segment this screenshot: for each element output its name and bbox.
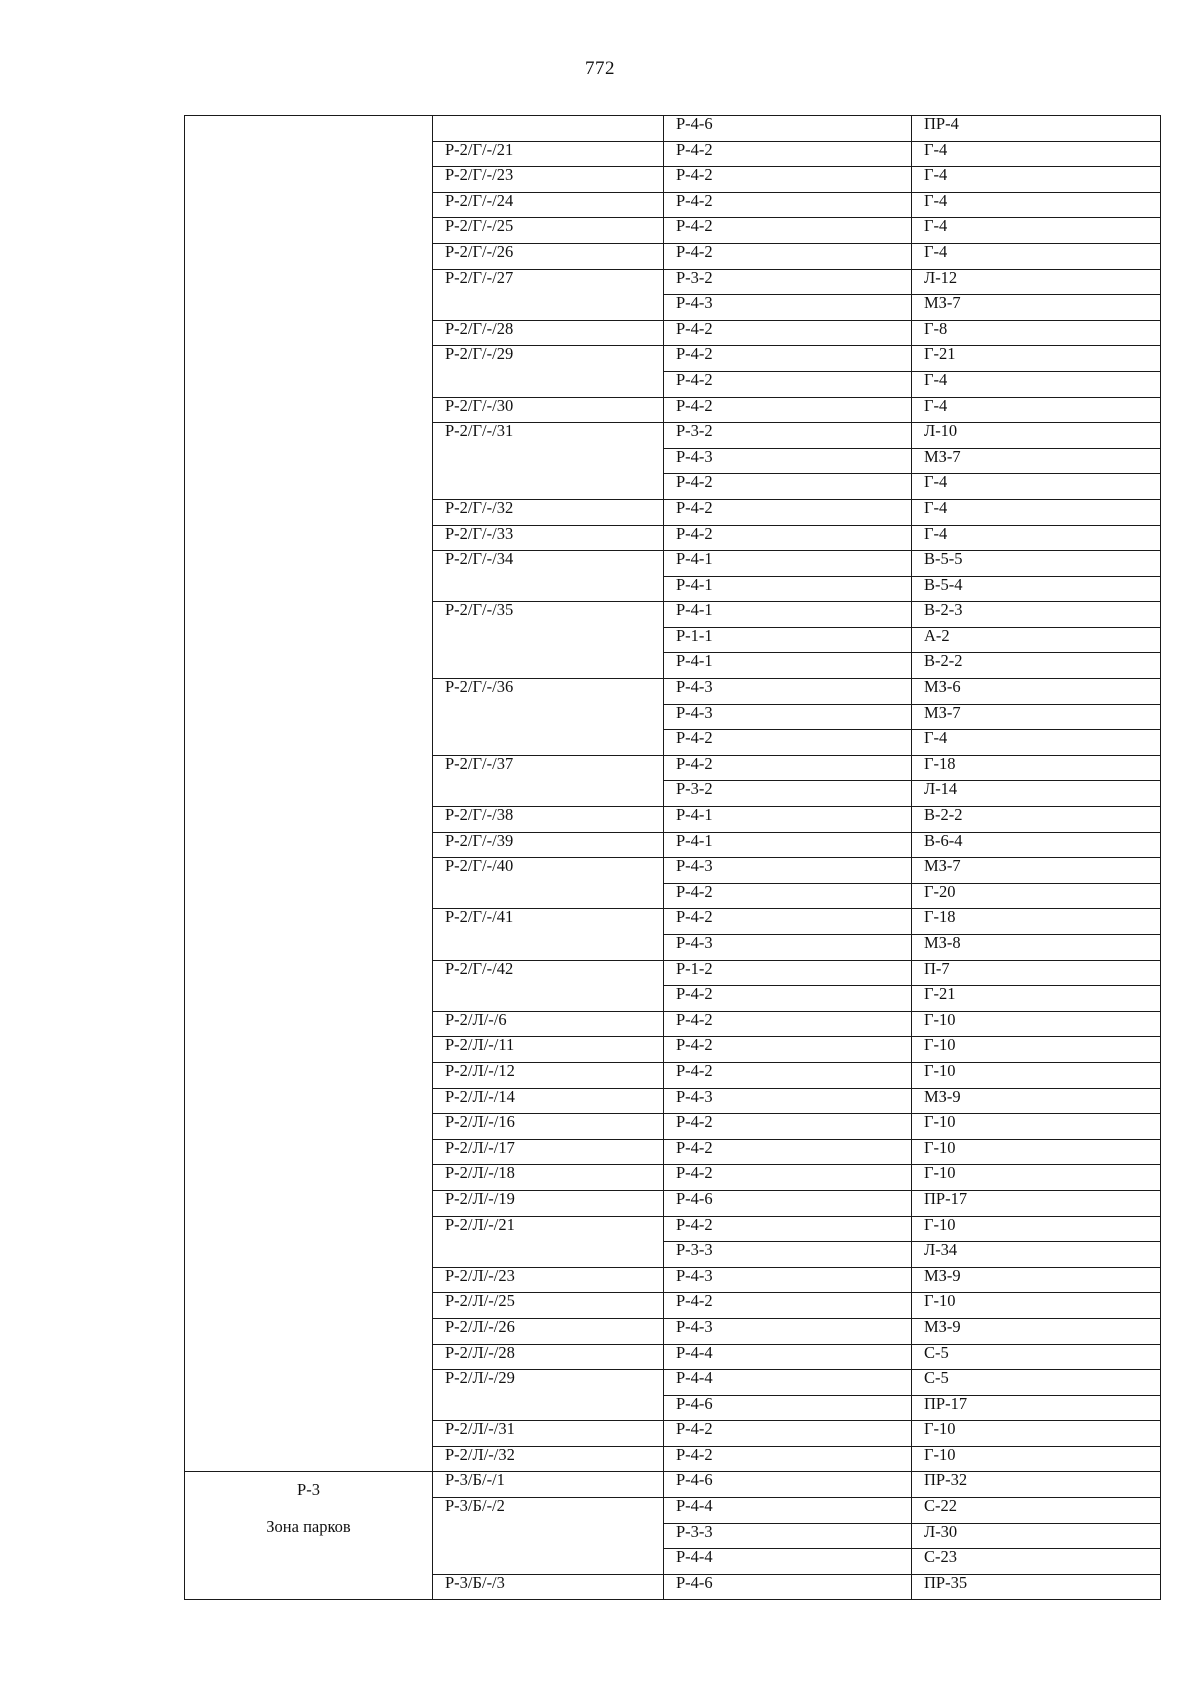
zone-type-cell: МЗ-8	[912, 935, 1161, 961]
zones-table-body	[185, 116, 1161, 1600]
subzone-code-cell: Р-2/Л/-/11	[433, 1037, 664, 1063]
zone-type-cell: МЗ-9	[912, 1267, 1161, 1293]
restriction-code-cell: Р-4-2	[664, 141, 912, 167]
restriction-code-cell: Р-4-2	[664, 1216, 912, 1242]
restriction-code-cell: Р-4-3	[664, 679, 912, 705]
restriction-code-cell: Р-4-6	[664, 1472, 912, 1498]
restriction-code-cell: Р-4-2	[664, 1165, 912, 1191]
restriction-code-cell: Р-4-4	[664, 1344, 912, 1370]
zone-cell	[185, 1472, 433, 1600]
zone-type-cell: Г-4	[912, 474, 1161, 500]
restriction-code-cell: Р-4-3	[664, 858, 912, 884]
zone-type-cell: С-22	[912, 1498, 1161, 1524]
subzone-code-cell	[433, 116, 664, 142]
zone-type-cell: МЗ-7	[912, 295, 1161, 321]
zone-type-cell: ПР-17	[912, 1190, 1161, 1216]
zone-type-cell: Г-4	[912, 167, 1161, 193]
restriction-code-cell: Р-4-3	[664, 1088, 912, 1114]
restriction-code-cell: Р-4-1	[664, 653, 912, 679]
subzone-code-cell: Р-2/Л/-/6	[433, 1011, 664, 1037]
zone-type-cell: Г-4	[912, 397, 1161, 423]
zone-type-cell: С-23	[912, 1549, 1161, 1575]
restriction-code-cell: Р-3-2	[664, 269, 912, 295]
zone-type-cell: Г-20	[912, 883, 1161, 909]
restriction-code-cell: Р-4-2	[664, 346, 912, 372]
restriction-code-cell: Р-4-3	[664, 935, 912, 961]
restriction-code-cell: Р-4-2	[664, 883, 912, 909]
table-row	[185, 116, 1161, 142]
zone-type-cell: Г-4	[912, 192, 1161, 218]
subzone-code-cell: Р-2/Г/-/24	[433, 192, 664, 218]
page-number: 772	[585, 58, 615, 79]
zone-type-cell: Г-4	[912, 243, 1161, 269]
restriction-code-cell: Р-4-6	[664, 1190, 912, 1216]
restriction-code-cell: Р-4-4	[664, 1498, 912, 1524]
restriction-code-cell: Р-4-2	[664, 1293, 912, 1319]
subzone-code-cell: Р-2/Г/-/26	[433, 243, 664, 269]
zone-type-cell: В-2-3	[912, 602, 1161, 628]
table-row	[185, 1472, 1161, 1498]
subzone-code-cell: Р-2/Л/-/31	[433, 1421, 664, 1447]
subzone-code-cell: Р-2/Г/-/29	[433, 346, 664, 397]
subzone-code-cell: Р-2/Л/-/29	[433, 1370, 664, 1421]
subzone-code-cell: Р-2/Л/-/12	[433, 1062, 664, 1088]
subzone-code-cell: Р-2/Г/-/40	[433, 858, 664, 909]
zone-type-cell: Г-10	[912, 1139, 1161, 1165]
restriction-code-cell: Р-4-2	[664, 1139, 912, 1165]
zone-type-cell: ПР-32	[912, 1472, 1161, 1498]
subzone-code-cell: Р-2/Л/-/14	[433, 1088, 664, 1114]
subzone-code-cell: Р-2/Л/-/26	[433, 1318, 664, 1344]
subzone-code-cell: Р-2/Л/-/21	[433, 1216, 664, 1267]
zone-type-cell: ПР-35	[912, 1574, 1161, 1600]
zone-type-cell: МЗ-9	[912, 1088, 1161, 1114]
restriction-code-cell: Р-3-2	[664, 423, 912, 449]
zone-type-cell: Г-10	[912, 1037, 1161, 1063]
restriction-code-cell: Р-4-2	[664, 192, 912, 218]
subzone-code-cell: Р-2/Г/-/36	[433, 679, 664, 756]
restriction-code-cell: Р-4-2	[664, 474, 912, 500]
subzone-code-cell: Р-2/Г/-/39	[433, 832, 664, 858]
zone-type-cell: Г-21	[912, 986, 1161, 1012]
restriction-code-cell: Р-4-4	[664, 1549, 912, 1575]
subzone-code-cell: Р-2/Л/-/23	[433, 1267, 664, 1293]
restriction-code-cell: Р-4-2	[664, 1114, 912, 1140]
subzone-code-cell: Р-2/Г/-/41	[433, 909, 664, 960]
restriction-code-cell: Р-4-3	[664, 1318, 912, 1344]
subzone-code-cell: Р-2/Г/-/25	[433, 218, 664, 244]
restriction-code-cell: Р-4-1	[664, 832, 912, 858]
zone-type-cell: ПР-17	[912, 1395, 1161, 1421]
restriction-code-cell: Р-4-6	[664, 1574, 912, 1600]
zone-type-cell: МЗ-7	[912, 704, 1161, 730]
zone-type-cell: Г-10	[912, 1062, 1161, 1088]
restriction-code-cell: Р-4-2	[664, 320, 912, 346]
restriction-code-cell: Р-4-4	[664, 1370, 912, 1396]
zone-type-cell: Г-10	[912, 1216, 1161, 1242]
subzone-code-cell: Р-3/Б/-/1	[433, 1472, 664, 1498]
subzone-code-cell: Р-2/Г/-/33	[433, 525, 664, 551]
restriction-code-cell: Р-4-2	[664, 1446, 912, 1472]
zone-type-cell: Г-4	[912, 218, 1161, 244]
zone-type-cell: Г-21	[912, 346, 1161, 372]
zone-type-cell: Г-10	[912, 1165, 1161, 1191]
zone-type-cell: Г-4	[912, 141, 1161, 167]
subzone-code-cell: Р-2/Г/-/38	[433, 807, 664, 833]
zone-type-cell: Г-10	[912, 1011, 1161, 1037]
restriction-code-cell: Р-1-1	[664, 627, 912, 653]
restriction-code-cell: Р-4-3	[664, 448, 912, 474]
restriction-code-cell: Р-4-2	[664, 1011, 912, 1037]
zone-type-cell: В-2-2	[912, 807, 1161, 833]
restriction-code-cell: Р-4-3	[664, 1267, 912, 1293]
restriction-code-cell: Р-3-3	[664, 1523, 912, 1549]
restriction-code-cell: Р-4-2	[664, 218, 912, 244]
subzone-code-cell: Р-2/Л/-/32	[433, 1446, 664, 1472]
zone-type-cell: Л-10	[912, 423, 1161, 449]
zone-type-cell: Л-12	[912, 269, 1161, 295]
subzone-code-cell: Р-3/Б/-/2	[433, 1498, 664, 1575]
restriction-code-cell: Р-4-2	[664, 755, 912, 781]
zone-type-cell: МЗ-6	[912, 679, 1161, 705]
zone-type-cell: В-5-5	[912, 551, 1161, 577]
zone-type-cell: Г-10	[912, 1114, 1161, 1140]
restriction-code-cell: Р-4-2	[664, 909, 912, 935]
zone-type-cell: МЗ-7	[912, 858, 1161, 884]
restriction-code-cell: Р-4-2	[664, 167, 912, 193]
subzone-code-cell: Р-2/Л/-/19	[433, 1190, 664, 1216]
subzone-code-cell: Р-2/Г/-/21	[433, 141, 664, 167]
zone-type-cell: А-2	[912, 627, 1161, 653]
zone-type-cell: Г-18	[912, 755, 1161, 781]
zone-cell	[185, 116, 433, 1472]
zone-code: Р-3	[297, 1480, 320, 1500]
restriction-code-cell: Р-4-2	[664, 499, 912, 525]
subzone-code-cell: Р-2/Г/-/28	[433, 320, 664, 346]
zone-type-cell: Г-10	[912, 1446, 1161, 1472]
restriction-code-cell: Р-3-2	[664, 781, 912, 807]
zone-type-cell: В-5-4	[912, 576, 1161, 602]
subzone-code-cell: Р-2/Л/-/16	[433, 1114, 664, 1140]
restriction-code-cell: Р-4-2	[664, 1421, 912, 1447]
restriction-code-cell: Р-4-2	[664, 243, 912, 269]
zone-type-cell: Г-4	[912, 525, 1161, 551]
zone-type-cell: Г-8	[912, 320, 1161, 346]
subzone-code-cell: Р-2/Г/-/23	[433, 167, 664, 193]
restriction-code-cell: Р-4-1	[664, 602, 912, 628]
subzone-code-cell: Р-2/Г/-/37	[433, 755, 664, 806]
restriction-code-cell: Р-4-1	[664, 807, 912, 833]
subzone-code-cell: Р-2/Г/-/34	[433, 551, 664, 602]
restriction-code-cell: Р-4-2	[664, 730, 912, 756]
restriction-code-cell: Р-4-2	[664, 525, 912, 551]
zone-type-cell: В-6-4	[912, 832, 1161, 858]
restriction-code-cell: Р-4-1	[664, 576, 912, 602]
zone-type-cell: Г-10	[912, 1421, 1161, 1447]
subzone-code-cell: Р-2/Л/-/25	[433, 1293, 664, 1319]
zone-type-cell: В-2-2	[912, 653, 1161, 679]
zone-type-cell: ПР-4	[912, 116, 1161, 142]
restriction-code-cell: Р-4-6	[664, 116, 912, 142]
restriction-code-cell: Р-4-3	[664, 295, 912, 321]
zone-type-cell: Л-30	[912, 1523, 1161, 1549]
restriction-code-cell: Р-4-3	[664, 704, 912, 730]
zones-table	[184, 115, 1161, 1600]
zone-type-cell: Г-4	[912, 499, 1161, 525]
restriction-code-cell: Р-4-2	[664, 371, 912, 397]
subzone-code-cell: Р-2/Л/-/17	[433, 1139, 664, 1165]
zone-type-cell: Г-18	[912, 909, 1161, 935]
restriction-code-cell: Р-4-2	[664, 1037, 912, 1063]
zone-type-cell: Г-4	[912, 371, 1161, 397]
subzone-code-cell: Р-2/Г/-/42	[433, 960, 664, 1011]
restriction-code-cell: Р-4-1	[664, 551, 912, 577]
restriction-code-cell: Р-4-6	[664, 1395, 912, 1421]
subzone-code-cell: Р-2/Г/-/30	[433, 397, 664, 423]
subzone-code-cell: Р-2/Г/-/31	[433, 423, 664, 500]
zone-type-cell: Л-14	[912, 781, 1161, 807]
restriction-code-cell: Р-3-3	[664, 1242, 912, 1268]
zone-type-cell: МЗ-9	[912, 1318, 1161, 1344]
restriction-code-cell: Р-1-2	[664, 960, 912, 986]
zone-type-cell: Г-4	[912, 730, 1161, 756]
subzone-code-cell: Р-2/Л/-/18	[433, 1165, 664, 1191]
subzone-code-cell: Р-2/Л/-/28	[433, 1344, 664, 1370]
zone-type-cell: Г-10	[912, 1293, 1161, 1319]
zone-type-cell: С-5	[912, 1370, 1161, 1396]
restriction-code-cell: Р-4-2	[664, 986, 912, 1012]
subzone-code-cell: Р-3/Б/-/3	[433, 1574, 664, 1600]
subzone-code-cell: Р-2/Г/-/32	[433, 499, 664, 525]
subzone-code-cell: Р-2/Г/-/35	[433, 602, 664, 679]
zone-type-cell: МЗ-7	[912, 448, 1161, 474]
zone-type-cell: С-5	[912, 1344, 1161, 1370]
subzone-code-cell: Р-2/Г/-/27	[433, 269, 664, 320]
zone-type-cell: Л-34	[912, 1242, 1161, 1268]
restriction-code-cell: Р-4-2	[664, 1062, 912, 1088]
zone-type-cell: П-7	[912, 960, 1161, 986]
zone-name: Зона парков	[266, 1516, 351, 1536]
restriction-code-cell: Р-4-2	[664, 397, 912, 423]
